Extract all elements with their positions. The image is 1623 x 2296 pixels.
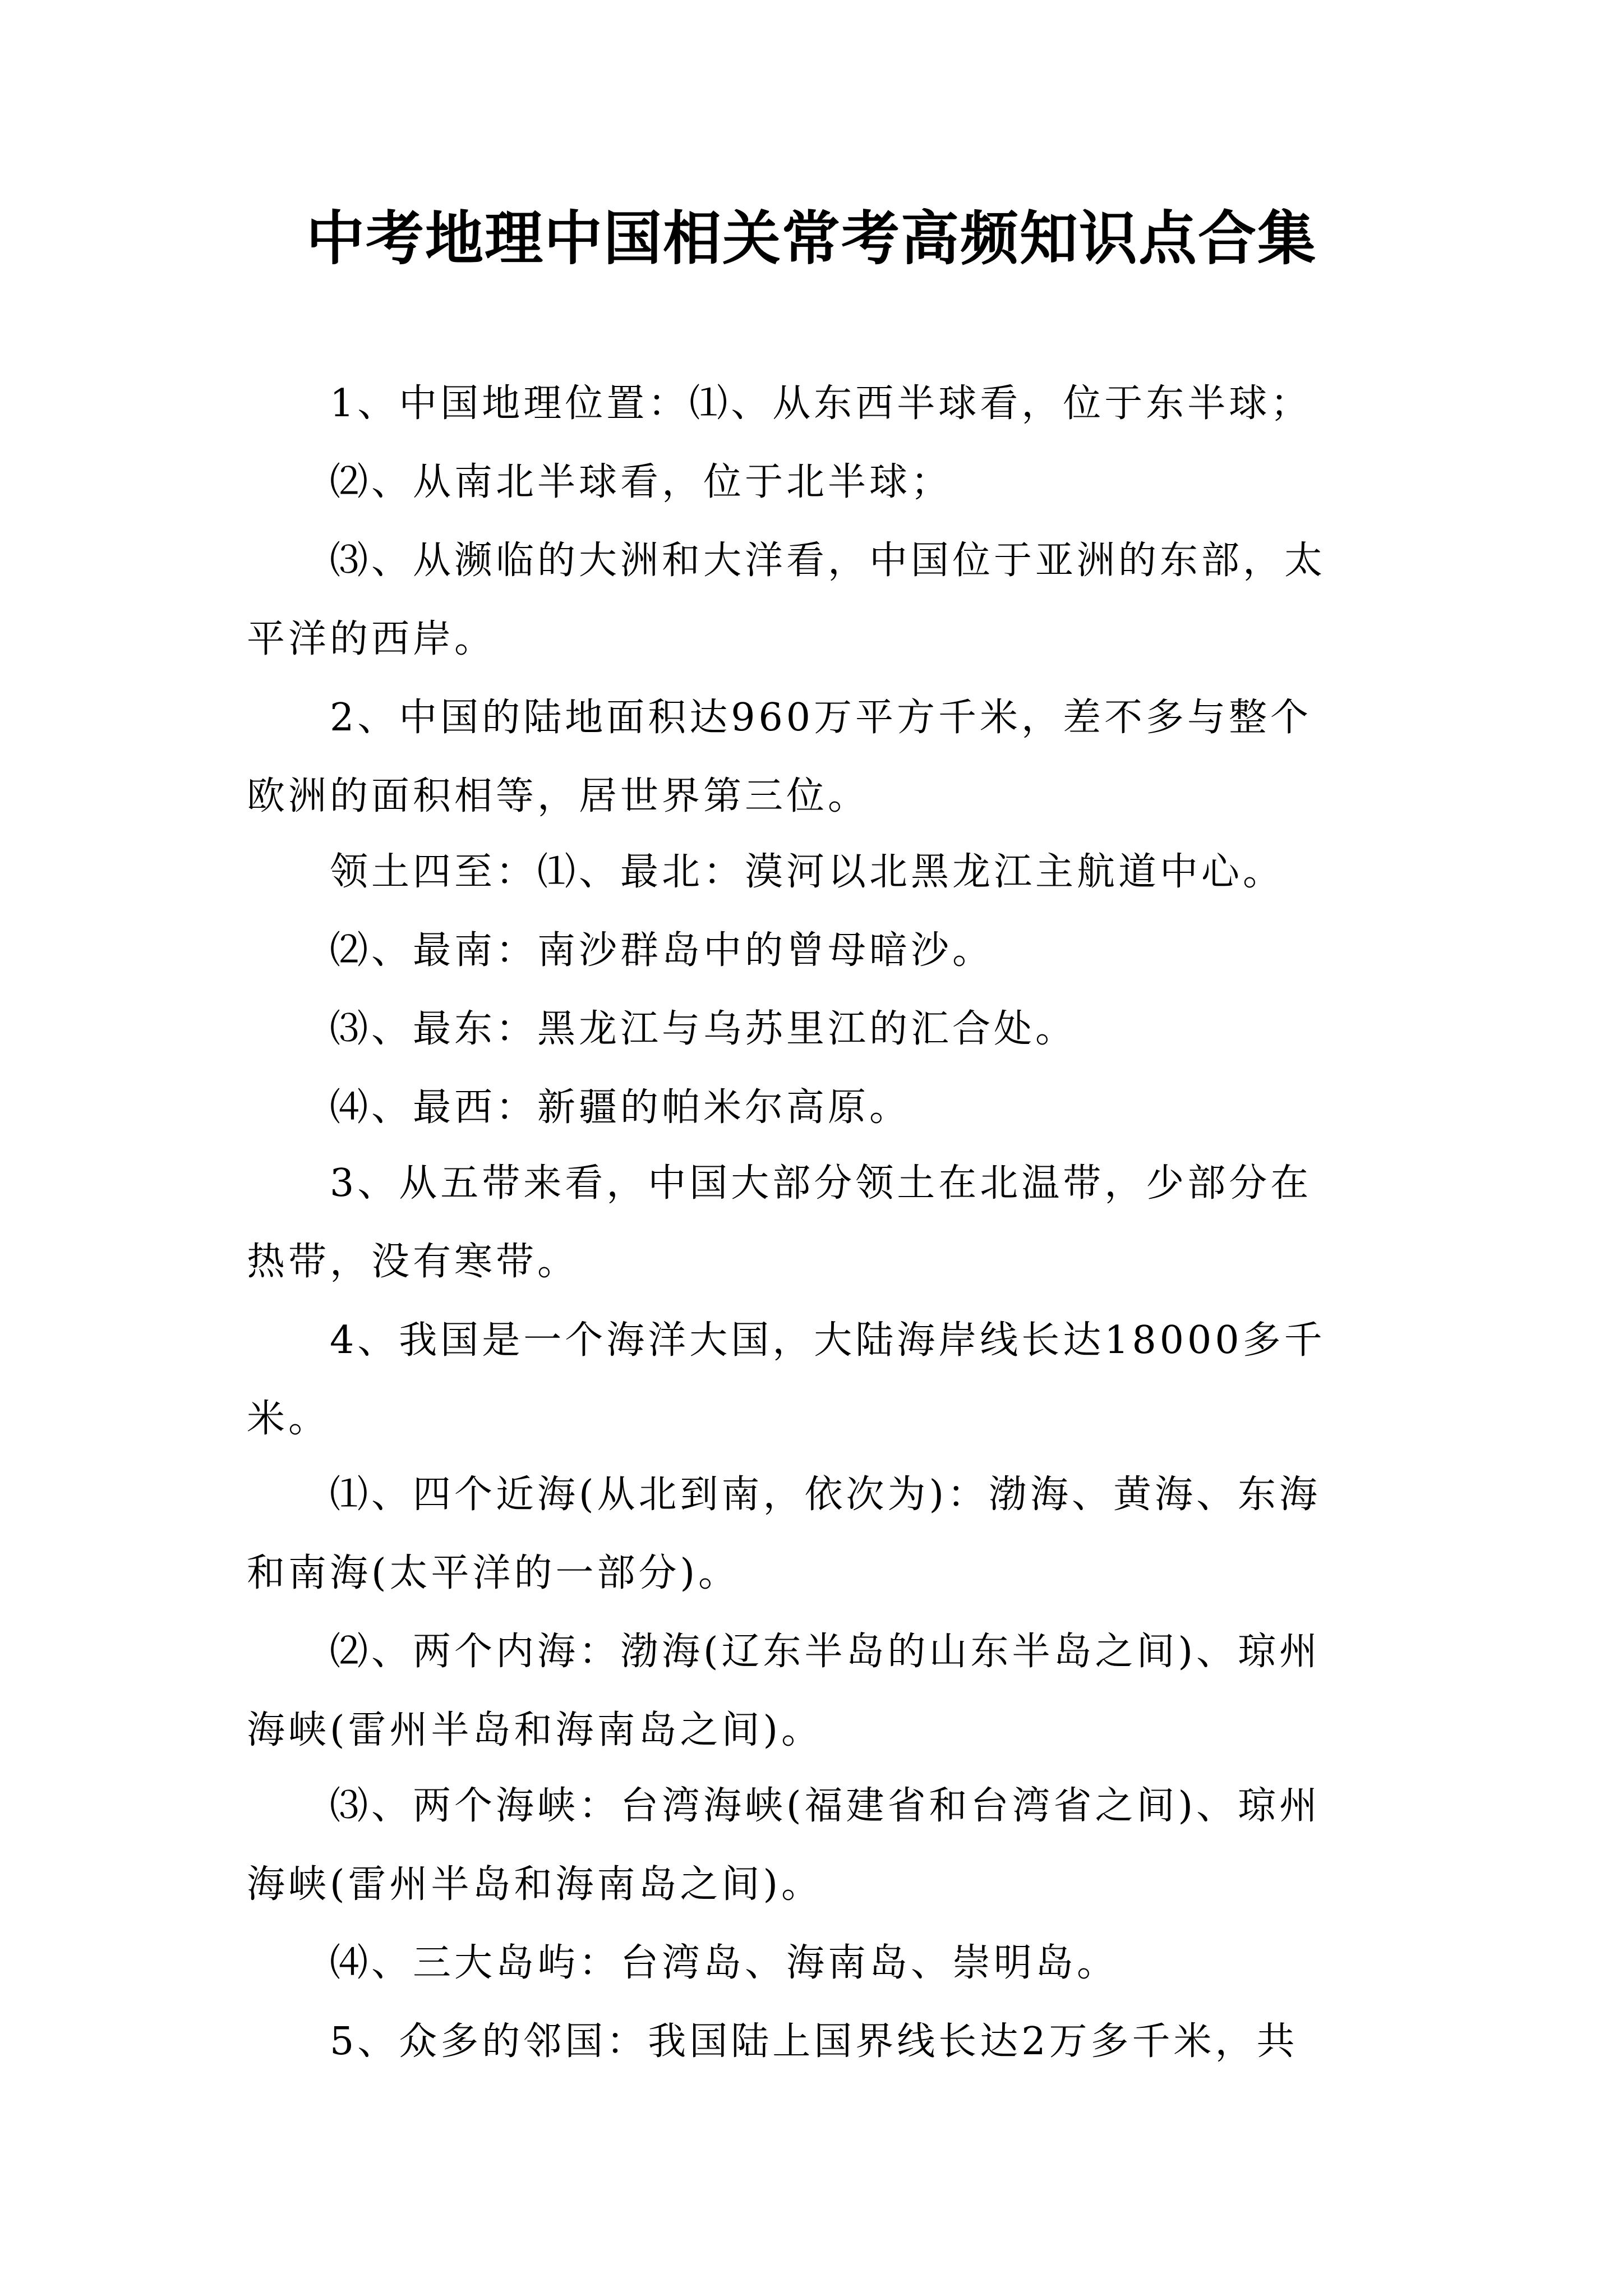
text-line: 3、从五带来看，中国大部分领土在北温带，少部分在 (330, 1161, 1312, 1205)
text-line: 平洋的西岸。 (247, 617, 496, 661)
text-line: ⑷、三大岛屿：台湾岛、海南岛、崇明岛。 (330, 1941, 1119, 1985)
text-line: 和南海(太平洋的一部分)。 (247, 1551, 740, 1595)
text-line: 海峡(雷州半岛和海南岛之间)。 (247, 1708, 823, 1752)
text-line: 4、我国是一个海洋大国，大陆海岸线长达18000多千 (330, 1318, 1326, 1363)
text-line: 米。 (247, 1397, 330, 1441)
text-line: 5、众多的邻国：我国陆上国界线长达2万多千米，共 (330, 2019, 1298, 2064)
text-line: 欧洲的面积相等，居世界第三位。 (247, 774, 870, 818)
text-line: 热带，没有寒带。 (247, 1240, 579, 1284)
text-line: ⑴、四个近海(从北到南，依次为)：渤海、黄海、东海 (330, 1473, 1321, 1517)
text-line: ⑶、最东：黑龙江与乌苏里江的汇合处。 (330, 1007, 1077, 1051)
text-line: ⑵、两个内海：渤海(辽东半岛的山东半岛之间)、琼州 (330, 1630, 1321, 1674)
document-title: 中考地理中国相关常考高频知识点合集 (306, 204, 1317, 273)
text-line: ⑷、最西：新疆的帕米尔高原。 (330, 1085, 911, 1130)
text-line: ⑵、从南北半球看，位于北半球； (330, 460, 953, 504)
text-line: 领土四至：⑴、最北：漠河以北黑龙江主航道中心。 (330, 850, 1285, 894)
text-line: 海峡(雷州半岛和海南岛之间)。 (247, 1862, 823, 1907)
text-line: ⑶、两个海峡：台湾海峡(福建省和台湾省之间)、琼州 (330, 1784, 1321, 1828)
text-line: ⑶、从濒临的大洲和大洋看，中国位于亚洲的东部，太 (330, 539, 1326, 583)
text-line: 2、中国的陆地面积达960万平方千米，差不多与整个 (330, 696, 1312, 740)
text-line: 1、中国地理位置：⑴、从东西半球看，位于东半球； (330, 381, 1312, 426)
text-line: ⑵、最南：南沙群岛中的曾母暗沙。 (330, 928, 994, 973)
